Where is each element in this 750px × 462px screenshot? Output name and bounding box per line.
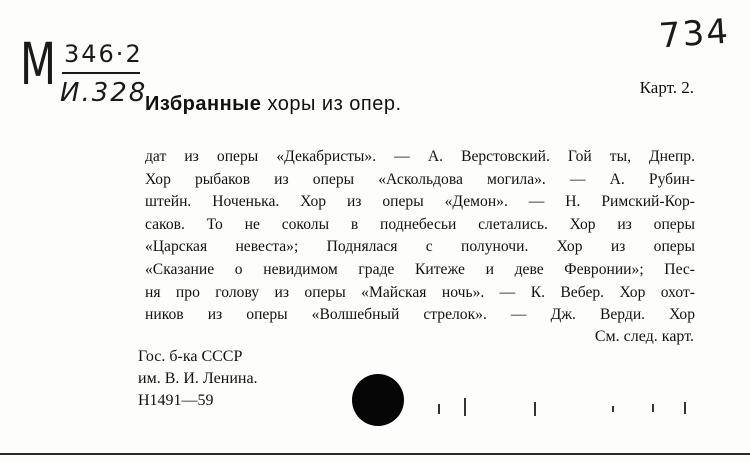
library-name: Гос. б-ка СССР bbox=[138, 348, 243, 365]
scan-speck bbox=[534, 402, 536, 416]
scan-speck bbox=[684, 402, 686, 414]
handwritten-call-number-top: 346·2 bbox=[64, 40, 143, 68]
call-number-divider bbox=[62, 72, 140, 74]
scan-speck bbox=[438, 404, 440, 414]
title-main-word: Избранные bbox=[145, 93, 262, 115]
handwritten-call-number-bottom: И.328 bbox=[60, 78, 148, 108]
body-line: «Сказание о невидимом граде Китеже и деве Февронии»; Пес- bbox=[145, 260, 695, 278]
scan-speck bbox=[612, 406, 614, 412]
scan-speck bbox=[464, 398, 466, 416]
title-rest: хоры из опер. bbox=[267, 93, 402, 115]
body-line: Хор рыбаков из оперы «Аскольдова могила». — А. Рубин- bbox=[145, 170, 695, 188]
handwritten-library-mark: М bbox=[20, 30, 58, 98]
card-number: Карт. 2. bbox=[639, 78, 694, 97]
body-line: ников из оперы «Волшебный стрелок». — Дж. Верди. Хор bbox=[145, 306, 695, 324]
body-line: саков. То не соколы в поднебесьи слетались. Хор из оперы bbox=[145, 215, 695, 233]
library-named-after: им. В. И. Ленина. bbox=[138, 370, 258, 387]
card-bottom-edge bbox=[0, 453, 750, 455]
body-line: ня про голову из оперы «Майская ночь». — К. Вебер. Хор охот- bbox=[145, 283, 695, 301]
body-line: «Царская невеста»; Поднялася с полуночи. Хор из оперы bbox=[145, 238, 695, 256]
body-line: штейн. Ноченька. Хор из оперы «Демон». — Н. Римский-Кор- bbox=[145, 193, 695, 211]
card-body bbox=[145, 146, 695, 327]
library-card-code: Н1491—59 bbox=[138, 392, 214, 409]
handwritten-corner-number: 734 bbox=[657, 11, 732, 57]
punch-hole bbox=[352, 374, 404, 426]
scan-speck bbox=[652, 404, 654, 412]
body-line: дат из оперы «Декабристы». — А. Верстовский. Гой ты, Днепр. bbox=[145, 148, 695, 165]
library-imprint bbox=[138, 346, 258, 412]
card-title bbox=[145, 93, 402, 116]
see-next-card-note: См. след. карт. bbox=[594, 328, 694, 345]
